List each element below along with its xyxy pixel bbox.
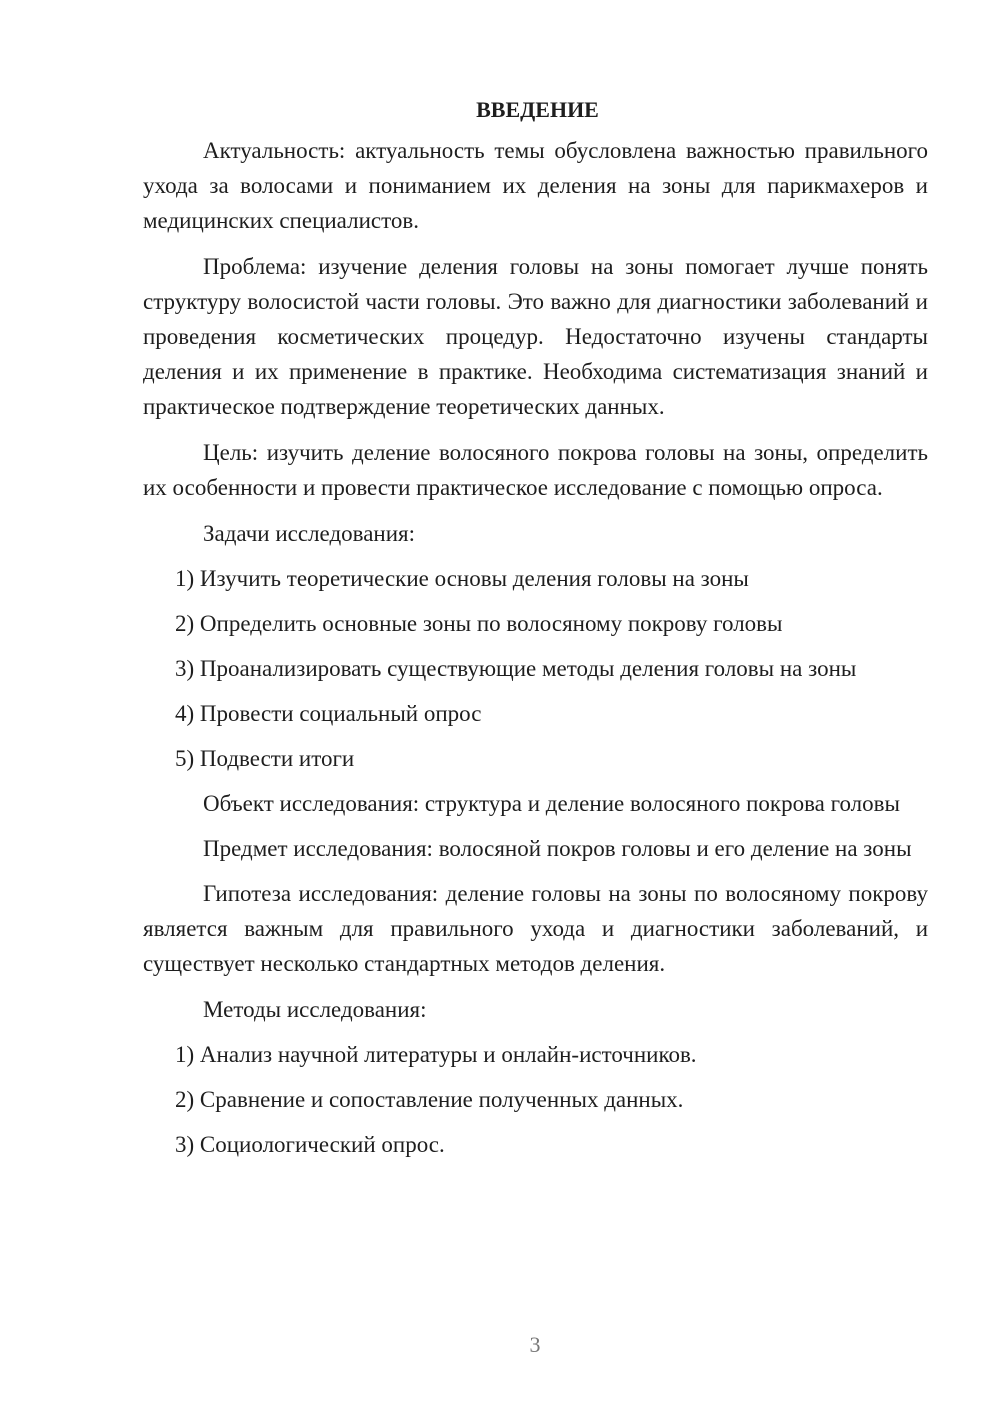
methods-heading: Методы исследования: <box>203 997 427 1022</box>
list-item: 2) Определить основные зоны по волосяному покрову головы <box>175 611 783 636</box>
hypothesis-paragraph: Гипотеза исследования: деление головы на зоны по волосяному покрову является важным для правильного ухода и диагностики заболеваний, и существует несколько стандартных методов деления. <box>143 881 928 976</box>
methods-list <box>143 1037 928 1162</box>
list-item: 1) Изучить теоретические основы деления головы на зоны <box>175 566 749 591</box>
list-item: 3) Проанализировать существующие методы деления головы на зоны <box>175 656 857 681</box>
list-item: 4) Провести социальный опрос <box>175 701 482 726</box>
page-number: 3 <box>529 1332 541 1357</box>
relevance-paragraph: Актуальность: актуальность темы обусловлена важностью правильного ухода за волосами и пониманием их деления на зоны для парикмахеров и медицинских специалистов. <box>143 138 928 233</box>
document-page <box>143 92 928 1172</box>
subject-paragraph: Предмет исследования: волосяной покров головы и его деление на зоны <box>203 836 912 861</box>
object-paragraph: Объект исследования: структура и деление волосяного покрова головы <box>203 791 900 816</box>
tasks-heading: Задачи исследования: <box>203 521 416 546</box>
goal-paragraph: Цель: изучить деление волосяного покрова головы на зоны, определить их особенности и провести практическое исследование с помощью опроса. <box>143 440 928 500</box>
list-item: 3) Социологический опрос. <box>175 1132 445 1157</box>
problem-paragraph: Проблема: изучение деления головы на зоны помогает лучше понять структуру волосистой части головы. Это важно для диагностики заболеваний и проведения косметических процедур. Недостаточно изучены стандарты деления и их применение в практике. Необходима систематизация знаний и практическое подтверждение теоретических данных. <box>143 254 928 419</box>
tasks-list <box>143 561 928 776</box>
list-item: 2) Сравнение и сопоставление полученных данных. <box>175 1087 684 1112</box>
list-item: 5) Подвести итоги <box>175 746 355 771</box>
list-item: 1) Анализ научной литературы и онлайн-источников. <box>175 1042 697 1067</box>
page-title: ВВЕДЕНИЕ <box>476 97 599 122</box>
